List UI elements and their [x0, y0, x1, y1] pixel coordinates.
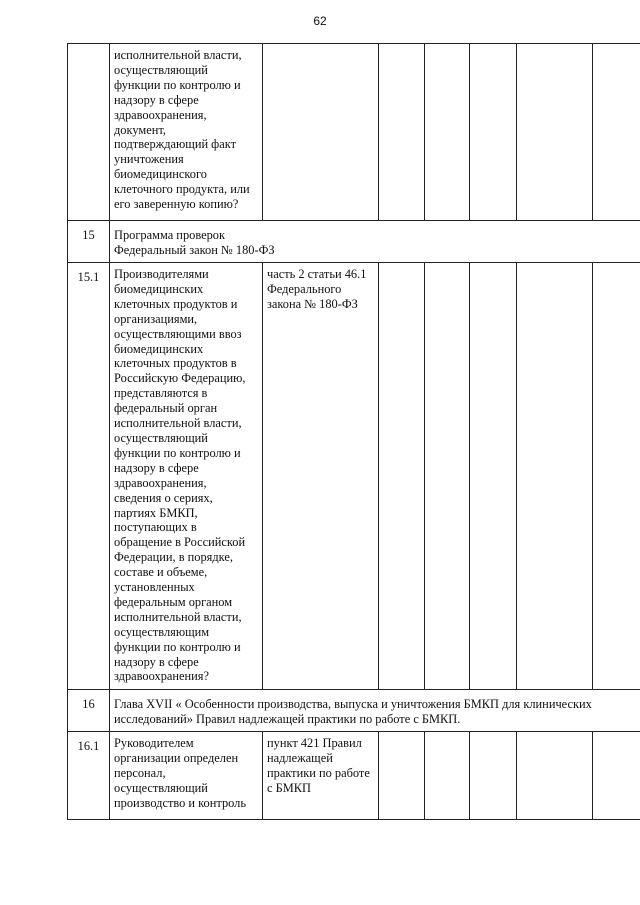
requirement-cell: Производителями биомедицинских клеточных продуктов и организациями, осуществляющими ввоз биомедицинских клеточных продуктов в Российскую Федерацию, представляются в федеральный орган исполнительной власти, осуществляющий функции по контролю и надзору в сфере здравоохранения, сведения о сериях, партиях БМКП, поступающих в обращение в Российской Федерации, в порядке, составе и объеме, установленных федеральным органом исполнительной власти, осуществляющим функции по контролю и надзору в сфере здравоохранения? — [110, 263, 263, 690]
checklist-table — [67, 43, 640, 820]
extra-cell — [593, 732, 640, 820]
answer-na-cell — [470, 263, 517, 690]
answer-no-cell — [425, 263, 470, 690]
section-row — [68, 221, 640, 263]
reference-cell: часть 2 статьи 46.1 Федерального закона № 180-ФЗ — [263, 263, 379, 690]
section-row — [68, 690, 640, 732]
answer-yes-cell — [379, 44, 425, 221]
answer-yes-cell — [379, 732, 425, 820]
requirement-cell: Руководителем организации определен персонал, осуществляющий производство и контроль — [110, 732, 263, 820]
row-number: 16 — [68, 690, 110, 732]
answer-na-cell — [470, 732, 517, 820]
table-row — [68, 732, 640, 820]
table-row — [68, 263, 640, 690]
row-number: 15 — [68, 221, 110, 263]
section-title: Глава XVII « Особенности производства, выпуска и уничтожения БМКП для клинических исследований» Правил надлежащей практики по работе с БМКП. — [110, 690, 640, 732]
note-cell — [517, 44, 593, 221]
note-cell — [517, 263, 593, 690]
table-row — [68, 44, 640, 221]
extra-cell — [593, 263, 640, 690]
extra-cell — [593, 44, 640, 221]
note-cell — [517, 732, 593, 820]
row-number — [68, 44, 110, 221]
section-title: Программа проверок Федеральный закон № 180-ФЗ — [110, 221, 640, 263]
answer-no-cell — [425, 44, 470, 221]
reference-cell — [263, 44, 379, 221]
requirement-cell: исполнительной власти, осуществляющий функции по контролю и надзору в сфере здравоохранения, документ, подтверждающий факт уничтожения биомедицинского клеточного продукта, или его заверенную копию? — [110, 44, 263, 221]
answer-na-cell — [470, 44, 517, 221]
reference-cell: пункт 421 Правил надлежащей практики по работе с БМКП — [263, 732, 379, 820]
answer-no-cell — [425, 732, 470, 820]
answer-yes-cell — [379, 263, 425, 690]
page-number: 62 — [313, 14, 327, 28]
row-number: 16.1 — [68, 732, 110, 820]
row-number: 15.1 — [68, 263, 110, 690]
